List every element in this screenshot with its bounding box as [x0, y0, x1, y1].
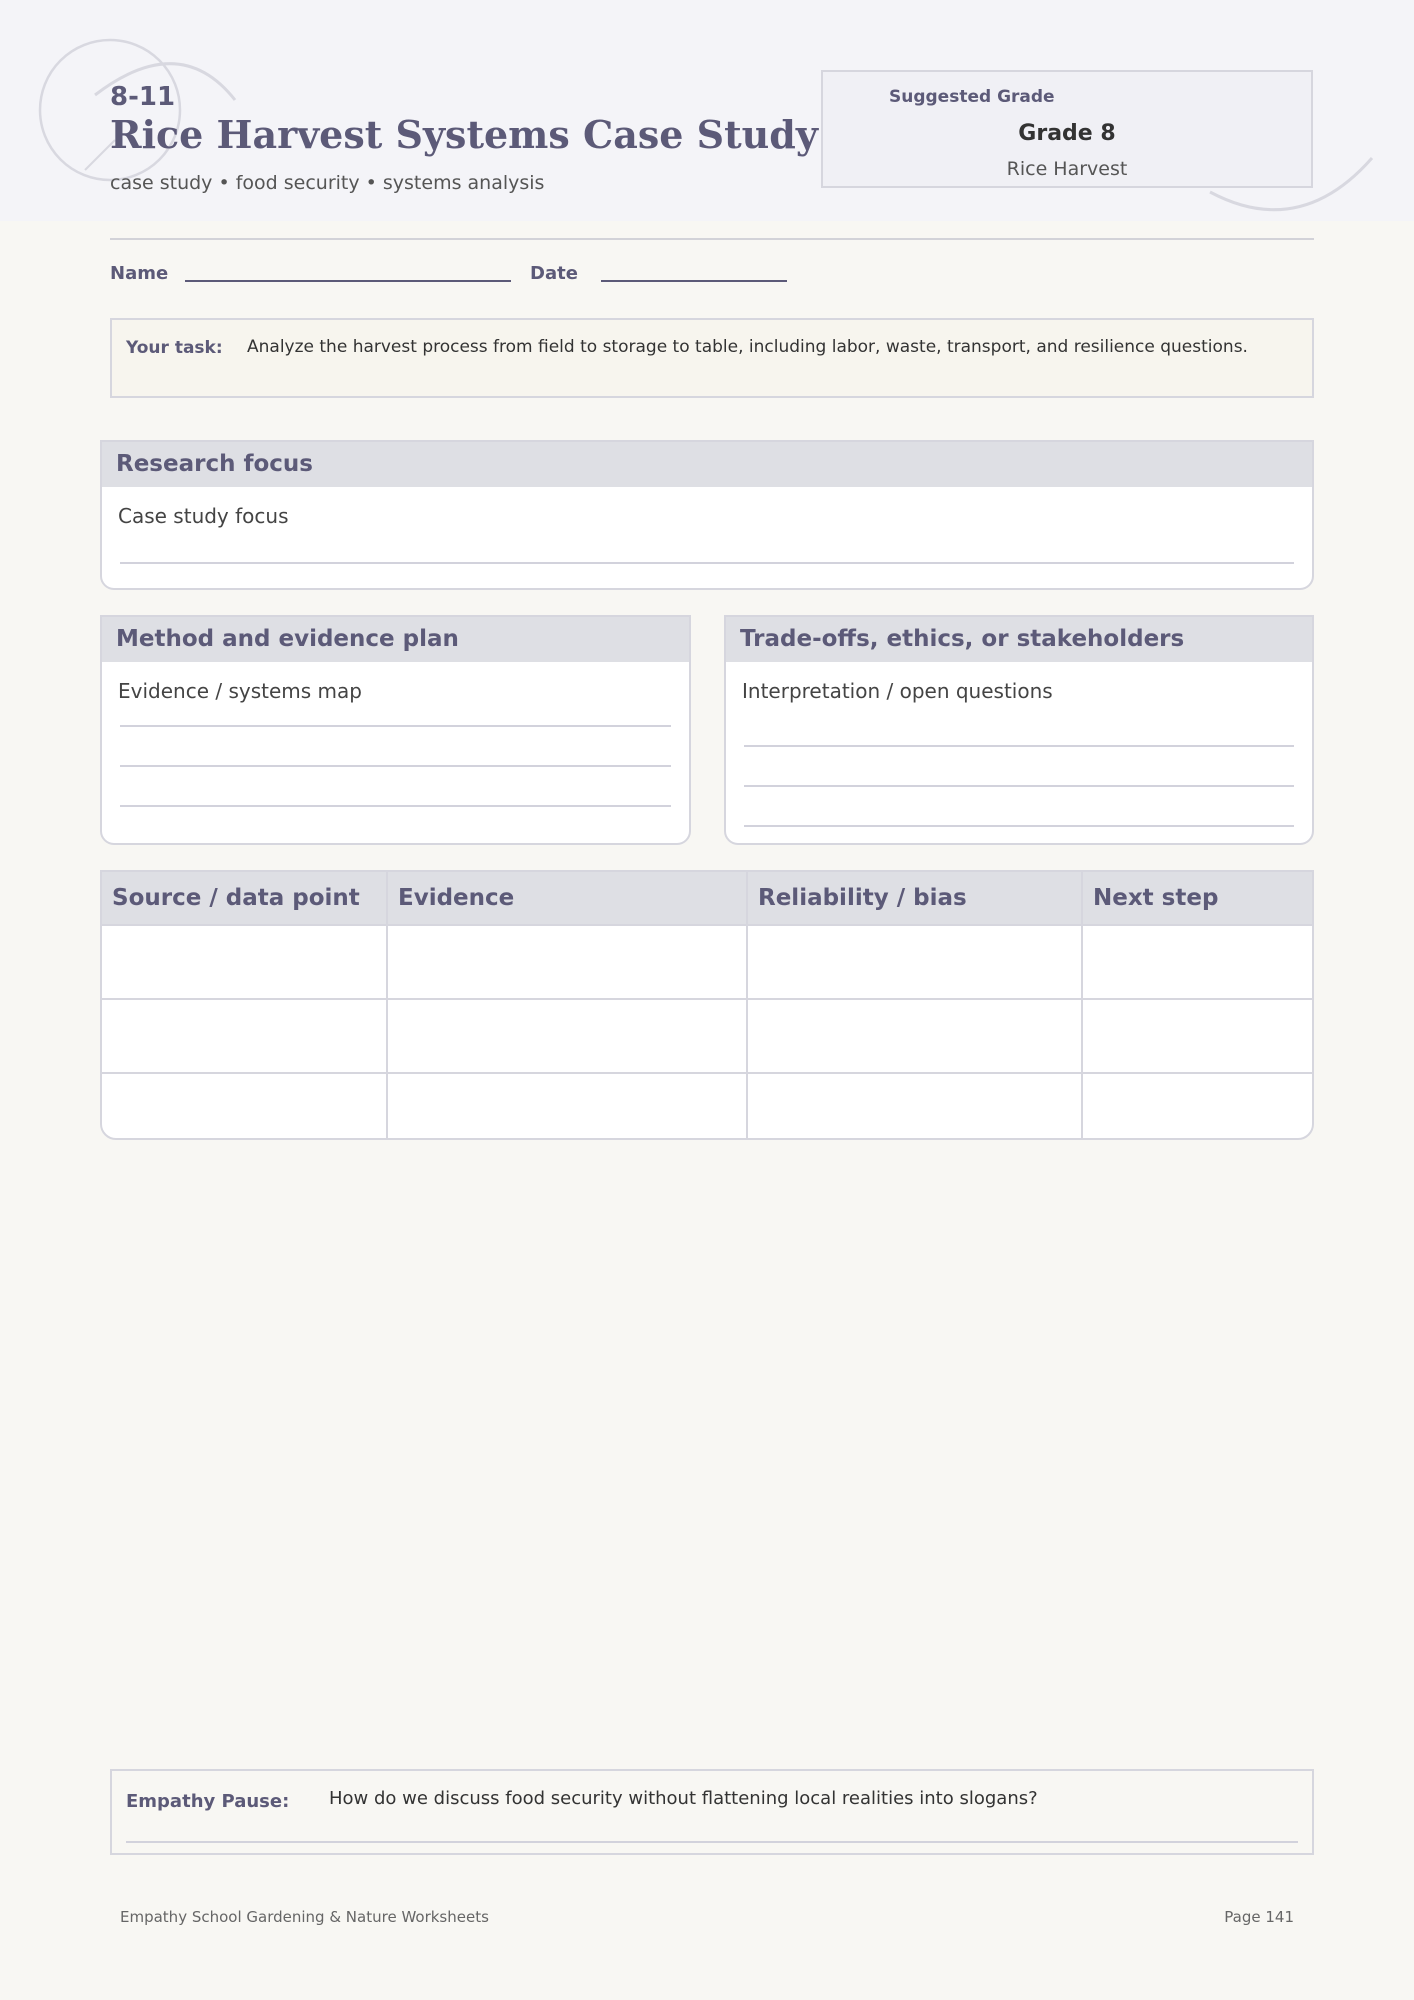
- empathy-text: How do we discuss food security without flattening local realities into slogans?: [329, 1788, 1038, 1809]
- table-cell[interactable]: [747, 1073, 1082, 1140]
- tradeoffs-prompt: Interpretation / open questions: [742, 679, 1053, 703]
- table-cell[interactable]: [387, 999, 747, 1073]
- writing-line[interactable]: [120, 765, 671, 767]
- writing-line[interactable]: [744, 745, 1294, 747]
- grade-range: 8-11: [110, 82, 176, 112]
- grade-topic: Rice Harvest: [1006, 158, 1128, 180]
- empathy-pause-box: [110, 1769, 1314, 1855]
- name-label: Name: [110, 263, 169, 284]
- task-label: Your task:: [126, 338, 223, 358]
- header-divider: [110, 238, 1314, 240]
- writing-line[interactable]: [120, 562, 1294, 564]
- research-focus-panel: [100, 440, 1314, 590]
- page-subtitle: case study • food security • systems analysis: [110, 172, 545, 194]
- table-cell[interactable]: [1082, 999, 1312, 1073]
- writing-line[interactable]: [744, 825, 1294, 827]
- date-label: Date: [530, 263, 578, 284]
- writing-line[interactable]: [120, 805, 671, 807]
- writing-line[interactable]: [744, 785, 1294, 787]
- empathy-label: Empathy Pause:: [126, 1791, 290, 1812]
- tradeoffs-panel: [724, 615, 1314, 845]
- table-cell[interactable]: [747, 925, 1082, 999]
- method-header: [102, 617, 689, 662]
- research-focus-prompt: Case study focus: [118, 504, 289, 528]
- method-prompt: Evidence / systems map: [118, 679, 362, 703]
- task-text: Analyze the harvest process from field to storage to table, including labor, waste, transport, and resilience questions.: [247, 337, 1248, 357]
- table-cell[interactable]: [387, 925, 747, 999]
- table-row: [102, 999, 1312, 1073]
- column-header: Next step: [1082, 872, 1312, 925]
- table-cell[interactable]: [102, 925, 387, 999]
- page-number: Page 141: [1224, 1908, 1294, 1926]
- table-row: [102, 1073, 1312, 1140]
- table-cell[interactable]: [387, 1073, 747, 1140]
- column-header: Source / data point: [102, 872, 387, 925]
- table-cell[interactable]: [1082, 925, 1312, 999]
- tradeoffs-title: Trade-offs, ethics, or stakeholders: [740, 626, 1185, 652]
- method-panel: [100, 615, 691, 845]
- table-cell[interactable]: [102, 1073, 387, 1140]
- date-field[interactable]: [601, 280, 787, 282]
- suggested-grade-card: [821, 70, 1313, 188]
- table-cell[interactable]: [102, 999, 387, 1073]
- footer-series: Empathy School Gardening & Nature Worksheets: [120, 1908, 489, 1926]
- method-title: Method and evidence plan: [116, 626, 459, 652]
- table-cell[interactable]: [1082, 1073, 1312, 1140]
- writing-line[interactable]: [120, 725, 671, 727]
- table-cell[interactable]: [747, 999, 1082, 1073]
- tradeoffs-header: [726, 617, 1312, 662]
- name-field[interactable]: [185, 280, 511, 282]
- task-box: [110, 318, 1314, 398]
- page-title: Rice Harvest Systems Case Study: [110, 112, 818, 157]
- grade-value: Grade 8: [1018, 121, 1116, 146]
- column-header: Evidence: [387, 872, 747, 925]
- evidence-table: [100, 870, 1314, 1140]
- table-header-row: [102, 872, 1312, 925]
- research-focus-title: Research focus: [116, 451, 313, 477]
- research-focus-header: [102, 442, 1312, 487]
- writing-line[interactable]: [126, 1841, 1298, 1843]
- column-header: Reliability / bias: [747, 872, 1082, 925]
- table-row: [102, 925, 1312, 999]
- suggested-grade-label: Suggested Grade: [889, 87, 1055, 107]
